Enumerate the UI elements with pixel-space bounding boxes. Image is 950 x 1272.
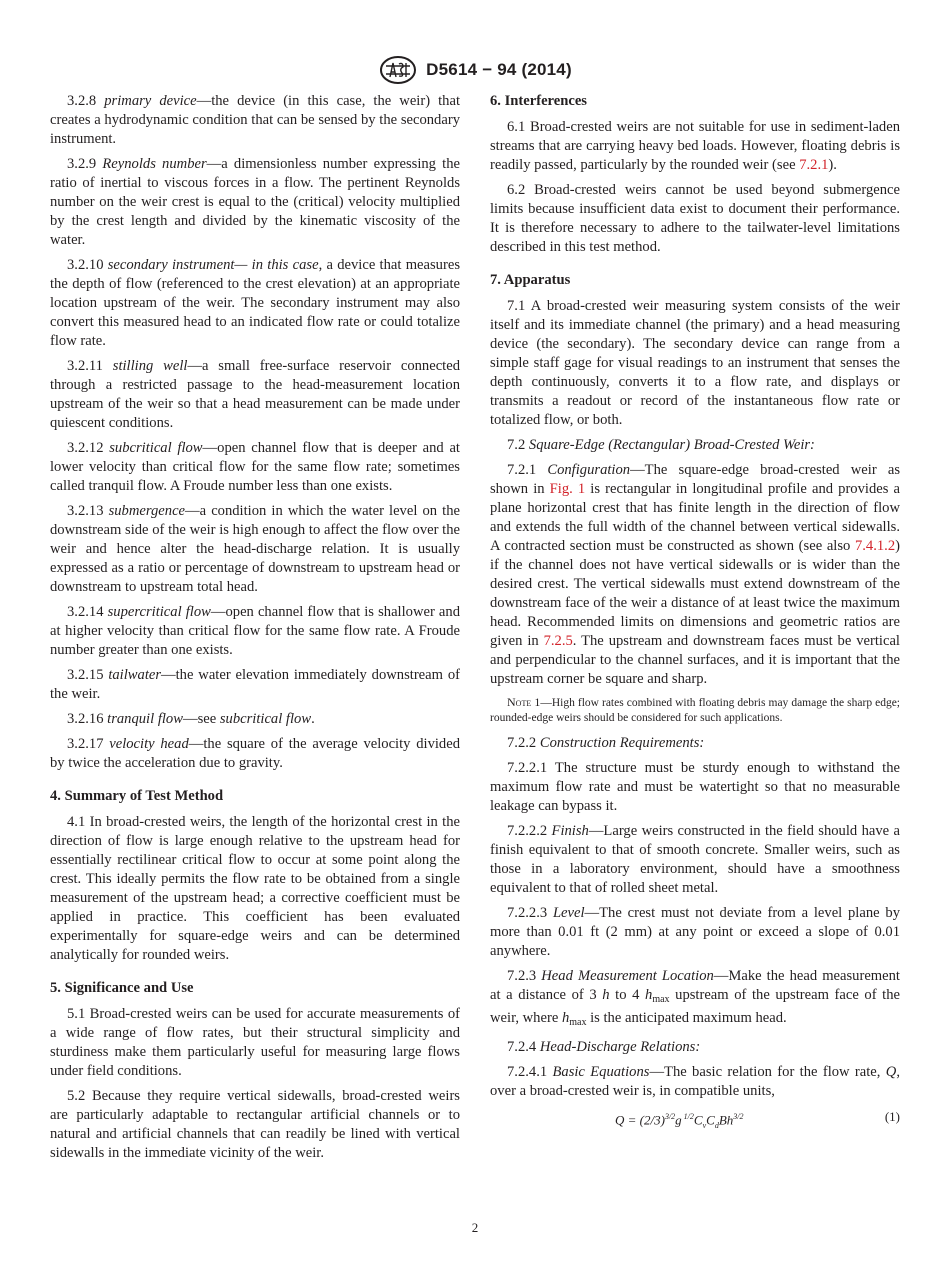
note-1: Note 1—High flow rates combined with floating debris may damage the sharp edge; rounded-edge weirs should be considered for such applications.	[490, 695, 901, 724]
paragraph-7-2: 7.2 Square-Edge (Rectangular) Broad-Crested Weir:	[507, 437, 815, 453]
paragraph-7-2-3: 7.2.3 Head Measurement Location—Make the head measurement at a distance of 3 h to 4 $h_{max}$ upstream of the upstream face of the weir, where $h_{max}$ is the anticipated maximum head.	[490, 968, 900, 1028]
paragraph-6-2: 6.2 Broad-crested weirs cannot be used beyond submergence limits because insufficient data exist to document their performance. It is therefore necessary to adhere to the tailwater-level limitations described in this test method.	[490, 182, 900, 255]
paragraph-4-1: 4.1 In broad-crested weirs, the length of the horizontal crest in the direction of flow is large enough relative to the upstream head for essentially rectilinear critical flow to occur at some point along the crest. This ideally permits the flow rate to be obtained from a single measurement of the upstream head; a corrective coefficient must be applied in practice. This coefficient has been evaluated experimentally for square-edge weirs and can be determined analytically for rounded weirs.	[50, 814, 460, 963]
definition-3-2-12: 3.2.12 subcritical flow—open channel flow that is deeper and at lower velocity than critical flow for the same flow rate; sometimes called tranquil flow. A Froude number less than one exists.	[50, 440, 460, 494]
paragraph-5-1: 5.1 Broad-crested weirs can be used for accurate measurements of a wide range of flow rates, but their structural simplicity and sturdiness make them particularly useful for measuring large flows under field conditions.	[50, 1006, 460, 1079]
document-designation: D5614 − 94 (2014)	[426, 60, 572, 79]
paragraph-5-2: 5.2 Because they require vertical sidewalls, broad-crested weirs are particularly adaptable to rectangular artificial channels or to natural and artificial channels that can readily be lined with vertical sidewalls in the immediate vicinity of the weir.	[50, 1088, 460, 1161]
link-7-2-1[interactable]: 7.2.1	[799, 157, 829, 173]
definition-3-2-14: 3.2.14 supercritical flow—open channel flow that is shallower and at higher velocity than critical flow for the same flow rate. A Froude number greater than one exists.	[50, 604, 460, 658]
page-header	[0, 55, 950, 85]
section-6-heading: 6. Interferences	[490, 93, 587, 109]
link-7-2-5[interactable]: 7.2.5	[543, 633, 573, 649]
link-fig-1[interactable]: Fig. 1	[549, 481, 586, 497]
definition-3-2-15: 3.2.15 tailwater—the water elevation immediately downstream of the weir.	[50, 667, 460, 702]
astm-logo-icon	[378, 55, 418, 85]
definition-3-2-9: 3.2.9 Reynolds number—a dimensionless number expressing the ratio of inertial to viscous forces in a flow. The pertinent Reynolds number on the weir crest is equal to the (critical) velocity multiplied by the crest length and divided by the kinematic viscosity of the water.	[50, 156, 460, 248]
equation-1-number: (1)	[884, 1109, 900, 1124]
paragraph-7-2-2-1: 7.2.2.1 The structure must be sturdy enough to withstand the maximum flow rate and must be watertight so that no measurable leakage can bypass it.	[490, 760, 900, 814]
definition-3-2-16: 3.2.16 tranquil flow—see subcritical flow.	[67, 711, 315, 727]
equation-1	[490, 1107, 900, 1135]
paragraph-7-2-2: 7.2.2 Construction Requirements:	[507, 735, 705, 751]
definition-3-2-11: 3.2.11 stilling well—a small free-surface reservoir connected through a restricted passage to the head-measurement location upstream of the weir so that a head measurement can be made under quiescent conditions.	[50, 358, 461, 431]
paragraph-7-2-1: 7.2.1 Configuration—The square-edge broad-crested weir as shown in Fig. 1 is rectangular in longitudinal profile and provides a plane horizontal crest that has finite length in the direction of flow and extends the full width of the channel between vertical sidewalls. A contracted section must be constructed as shown (see also 7.4.1.2) if the channel does not have vertical sidewalls or is wider than the desired crest. The vertical sidewalls must extend downstream of the downstream face of the weir a distance of at least twice the maximum head. Recommended limits on dimensions and geometric ratios are given in 7.2.5. The upstream and downstream faces must be vertical and perpendicular to the channel surfaces, and it is important that the upstream corner be square and sharp.	[490, 462, 900, 687]
equation-1-formula: $Q = (2/3)^{3/2}g$ $^{1/2}C_vC_dBh^{3/2}$	[615, 1112, 744, 1130]
paragraph-6-1: 6.1 Broad-crested weirs are not suitable for use in sediment-laden streams that are carrying heavy bed loads. However, floating debris is readily passed, particularly by the rounded weir (see 7.2.1).	[490, 119, 900, 173]
section-5-heading: 5. Significance and Use	[50, 980, 194, 996]
definition-3-2-10: 3.2.10 secondary instrument— in this case, a device that measures the depth of flow (referenced to the crest elevation) at an appropriate location upstream of the weir. The secondary instrument may also convert this measured head to an indicated flow rate or could totalize flow rate.	[50, 257, 460, 349]
section-4-heading: 4. Summary of Test Method	[50, 788, 224, 804]
paragraph-7-2-4: 7.2.4 Head-Discharge Relations:	[507, 1039, 701, 1055]
link-7-4-1-2[interactable]: 7.4.1.2	[854, 538, 896, 554]
left-column	[50, 92, 460, 1169]
paragraph-7-2-2-2: 7.2.2.2 Finish—Large weirs constructed in the field should have a finish equivalent to that of smooth concrete. Smaller weirs, such as those in a laboratory environment, should have a smoothness equivalent to that of rolled sheet metal.	[490, 823, 900, 896]
right-column	[490, 92, 900, 1135]
page-number: 2	[471, 1220, 479, 1235]
definition-3-2-17: 3.2.17 velocity head—the square of the average velocity divided by twice the acceleration due to gravity.	[50, 736, 460, 771]
definition-3-2-8: 3.2.8 primary device—the device (in this case, the weir) that creates a hydrodynamic condition that can be sensed by the secondary instrument.	[50, 93, 461, 147]
section-7-heading: 7. Apparatus	[490, 272, 571, 288]
paragraph-7-2-2-3: 7.2.2.3 Level—The crest must not deviate from a level plane by more than 0.01 ft (2 mm) at any point or exceed a slope of 0.01 anywhere.	[490, 905, 900, 959]
definition-3-2-13: 3.2.13 submergence—a condition in which the water level on the downstream side of the weir is high enough to affect the flow over the weir and hence alter the head-discharge relation. It is usually expressed as a ratio or percentage of downstream to upstream head or downstream to upstream total head.	[50, 503, 460, 595]
paragraph-7-2-4-1: 7.2.4.1 Basic Equations—The basic relation for the flow rate, Q, over a broad-crested weir is, in compatible units,	[490, 1064, 900, 1099]
paragraph-7-1: 7.1 A broad-crested weir measuring system consists of the weir itself and its immediate channel (the primary) and a head measuring device (the secondary). The secondary device can range from a simple staff gage for visual readings to an instrument that senses the depth continuously, converts it to a flow rate, and displays or transmits a readout or record of the instantaneous flow rate or totalized flow, or both.	[490, 298, 900, 428]
